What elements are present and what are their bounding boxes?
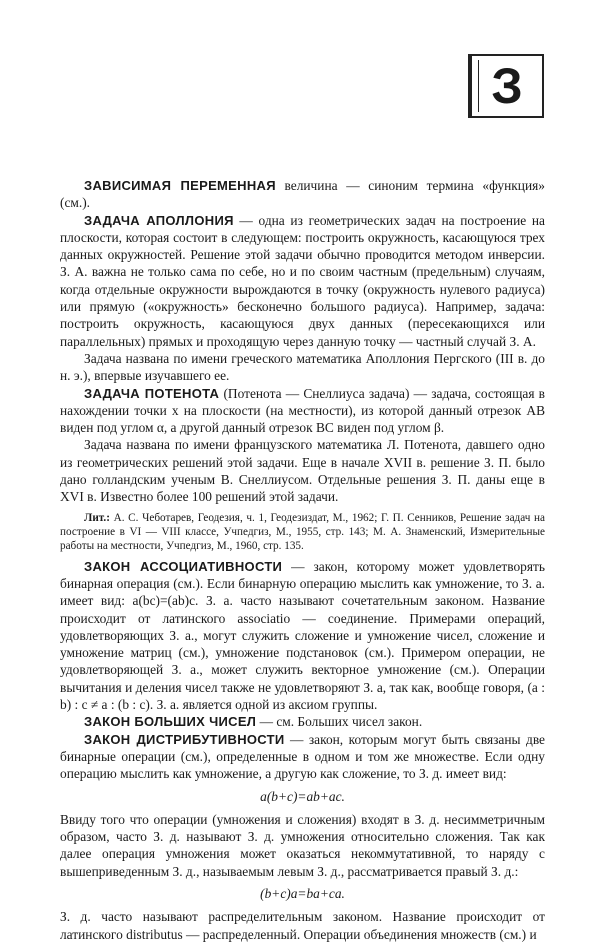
page-body	[60, 177, 545, 943]
entry-pothenot	[60, 385, 545, 437]
entry-term: ЗАДАЧА ПОТЕНОТА	[84, 385, 220, 401]
entry-dependent-variable	[60, 177, 545, 212]
entry-term: ЗАКОН АССОЦИАТИВНОСТИ	[84, 558, 283, 574]
entry-paragraph: Ввиду того что операции (умножения и сложения) входят в З. д. несимметричным образом, часто З. д. называют З. д. умножения относительно сложения. Так как далее операция умножения может оказаться некоммутативной, то наряду с вышеприведенным З. д., называемым левым З. д., рассматривается правый З. д.:	[60, 811, 545, 879]
formula-left-distributive: a(b+c)=ab+ac.	[260, 788, 345, 804]
entry-text: — одна из геометрических задач на построение на плоскости, которая состоит в следующем: построить окружность, касающуюся трех данных окружностей. Решение этой задачи обычно проводится методом инверсии. З. А. важна не только сама по себе, но и по своим частным (предельным) случаям, когда отдельные окружности вырождаются в точку (окружность нулевого радиуса) или прямую («окружность» бесконечно большого радиуса). Например, задача: построить окружность, касающуюся двух данных (пересекающихся или параллельных) прямых и проходящую через данную точку — частный случай З. А.	[60, 212, 545, 349]
entry-term: ЗАДАЧА АПОЛЛОНИЯ	[84, 212, 234, 228]
entry-term: ЗАВИСИМАЯ ПЕРЕМЕННАЯ	[84, 178, 276, 193]
entry-term: ЗАКОН БОЛЬШИХ ЧИСЕЛ	[84, 714, 257, 730]
literature-references	[60, 511, 545, 553]
entry-apollonius	[60, 212, 545, 350]
section-letter: З	[491, 58, 523, 114]
entry-text: — закон, которому может удовлетворять бинарная операция (см.). Если бинарную операцию мыслить как умножение, то З. а. имеет вид: a(bc)=(ab)c. З. а. часто называют сочетательным законом. Название происходит от латинского associatio — соединение. Примерами операций, удовлетворяющих З. а., могут служить сложение и умножение чисел, сложение и умножение матриц (см.), умножение подстановок (см.). Примером операции, не удовлетворяющей З. а., может служить векторное умножение (см.). Операции вычитания и деления чисел также не удовлетворяют З. а, так как, вообще говоря, (a : b) : c ≠ a : (b : c). З. а. является одной из аксиом группы.	[60, 558, 545, 713]
entry-term: ЗАКОН ДИСТРИБУТИВНОСТИ	[84, 731, 285, 747]
entry-text: — закон, которым могут быть связаны две бинарные операции (см.), определенные в одном и том же множестве. Если одну операцию мыслить как умножение, а другую как сложение, то З. д. имеет вид:	[60, 731, 546, 782]
entry-large-numbers	[60, 713, 545, 730]
entry-text: — см. Больших чисел закон.	[256, 714, 423, 730]
entry-text: (Потенота — Снеллиуса задача) — задача, состоящая в нахождении точки x на плоскости (на местности), из которой данный отрезок AB виден под углом α, а другой данный отрезок BC виден под углом β.	[60, 385, 546, 436]
entry-associativity	[60, 558, 545, 714]
section-letter-box	[468, 54, 544, 118]
entry-paragraph: Задача названа по имени французского математика Л. Потенота, давшего одно из геометрических решений этой задачи. Еще в начале XVII в. решение З. П. было дано голландским ученым В. Снеллиусом. Отдельные решения З. П. даны еще в XVI в. Известно более 100 решений этой задачи.	[60, 437, 545, 505]
entry-text: величина — синоним термина «функция» (см.).	[60, 178, 545, 211]
entry-distributivity	[60, 731, 545, 783]
literature-label: Лит.:	[84, 511, 110, 524]
formula-right-distributive: (b+c)a=ba+ca.	[260, 885, 345, 901]
literature-text: А. С. Чеботарев, Геодезия, ч. 1, Геодезиздат, М., 1962; Г. П. Сенников, Решение задач на построение в VI — VIII классе, Учпедгиз, М., 1955, стр. 143; М. А. Знаменский, Измерительные работы на местности, Учпедгиз, М., 1960, стр. 135.	[60, 511, 545, 552]
entry-paragraph: З. д. часто называют распределительным законом. Название происходит от латинского distributus — распределенный. Операции объединения множеств (см.) и	[60, 909, 545, 942]
entry-paragraph: Задача названа по имени греческого математика Аполлония Пергского (III в. до н. э.), впервые изучавшего ее.	[60, 350, 545, 384]
